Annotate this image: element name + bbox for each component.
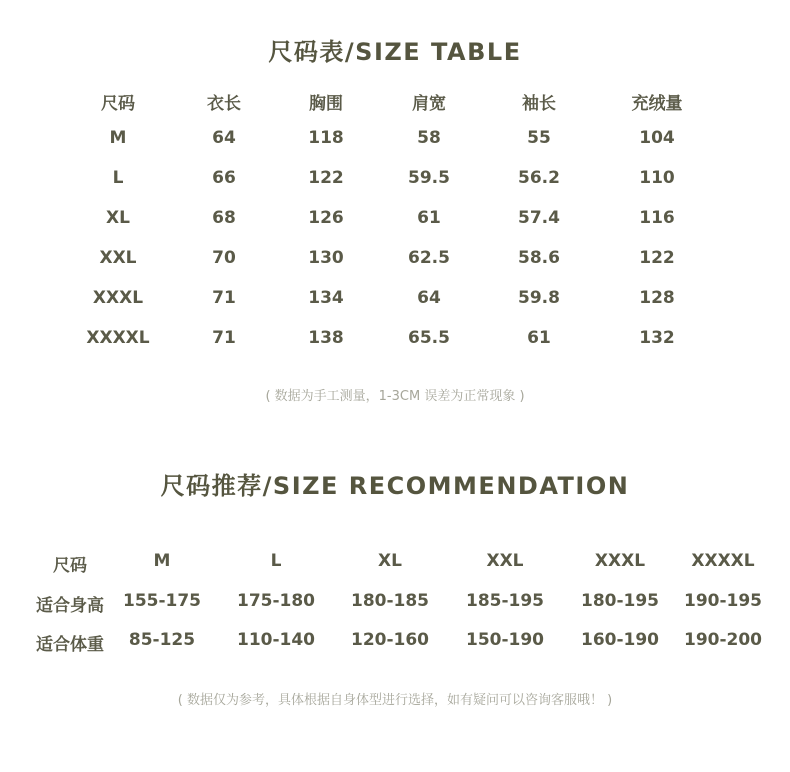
recommendation-size-header: M (153, 551, 171, 571)
size-table-cell: 64 (212, 128, 236, 148)
recommendation-cell: 110-140 (236, 630, 316, 650)
size-label-cell: XXXXL (86, 328, 150, 348)
recommendation-cell: 120-160 (350, 630, 430, 650)
recommendation-cell: 180-185 (350, 591, 430, 611)
size-label-cell: L (112, 168, 124, 188)
size-table-cell: 128 (639, 288, 675, 308)
recommendation-size-header: XXL (486, 551, 524, 571)
size-label-cell: XXL (99, 248, 137, 268)
recommendation-row-label: 适合体重 (36, 635, 104, 655)
size-table-cell: 65.5 (408, 328, 450, 348)
recommendation-note: ( 数据仅为参考，具体根据自身体型进行选择，如有疑问可以咨询客服哦！ ) (177, 693, 613, 708)
recommendation-cell: 185-195 (465, 591, 545, 611)
size-table-title: 尺码表/SIZE TABLE (268, 38, 522, 66)
recommendation-row-label: 适合身高 (36, 596, 104, 616)
recommendation-cell: 155-175 (122, 591, 202, 611)
size-table-cell: 68 (212, 208, 236, 228)
size-label-cell: M (109, 128, 127, 148)
size-table-cell: 122 (308, 168, 344, 188)
size-table-cell: 64 (417, 288, 441, 308)
size-table-header: 肩宽 (412, 94, 446, 114)
recommendation-cell: 190-195 (683, 591, 763, 611)
size-table-header: 尺码 (101, 94, 135, 114)
size-table-cell: 134 (308, 288, 344, 308)
size-table-header: 胸围 (309, 94, 343, 114)
size-table-cell: 104 (639, 128, 675, 148)
size-label-cell: XXXL (92, 288, 144, 308)
recommendation-row-label: 尺码 (53, 556, 87, 576)
size-table-header: 充绒量 (631, 94, 683, 114)
size-table-cell: 138 (308, 328, 344, 348)
size-table-cell: 132 (639, 328, 675, 348)
size-table-cell: 56.2 (518, 168, 560, 188)
recommendation-size-header: XL (378, 551, 402, 571)
size-table-cell: 55 (527, 128, 551, 148)
size-table-cell: 110 (639, 168, 675, 188)
size-table-cell: 126 (308, 208, 344, 228)
recommendation-cell: 160-190 (580, 630, 660, 650)
recommendation-size-header: L (270, 551, 282, 571)
size-table-cell: 71 (212, 328, 236, 348)
size-table-cell: 57.4 (518, 208, 560, 228)
size-table-cell: 61 (527, 328, 551, 348)
size-table-cell: 58 (417, 128, 441, 148)
size-table-cell: 130 (308, 248, 344, 268)
size-table-cell: 118 (308, 128, 344, 148)
size-table-cell: 66 (212, 168, 236, 188)
size-table-cell: 116 (639, 208, 675, 228)
size-table-cell: 62.5 (408, 248, 450, 268)
size-table-cell: 122 (639, 248, 675, 268)
size-table-cell: 70 (212, 248, 236, 268)
size-table-header: 袖长 (522, 94, 556, 114)
recommendation-cell: 150-190 (465, 630, 545, 650)
size-label-cell: XL (106, 208, 130, 228)
recommendation-cell: 175-180 (236, 591, 316, 611)
size-table-note: ( 数据为手工测量，1-3CM 误差为正常现象 ) (265, 389, 525, 404)
size-table-cell: 58.6 (518, 248, 560, 268)
size-table-header: 衣长 (207, 94, 241, 114)
recommendation-title: 尺码推荐/SIZE RECOMMENDATION (160, 472, 630, 500)
recommendation-cell: 85-125 (128, 630, 196, 650)
size-table-cell: 59.5 (408, 168, 450, 188)
recommendation-size-header: XXXL (594, 551, 646, 571)
recommendation-size-header: XXXXL (691, 551, 755, 571)
size-table-cell: 59.8 (518, 288, 560, 308)
recommendation-cell: 190-200 (683, 630, 763, 650)
size-table-cell: 71 (212, 288, 236, 308)
size-table-cell: 61 (417, 208, 441, 228)
recommendation-cell: 180-195 (580, 591, 660, 611)
